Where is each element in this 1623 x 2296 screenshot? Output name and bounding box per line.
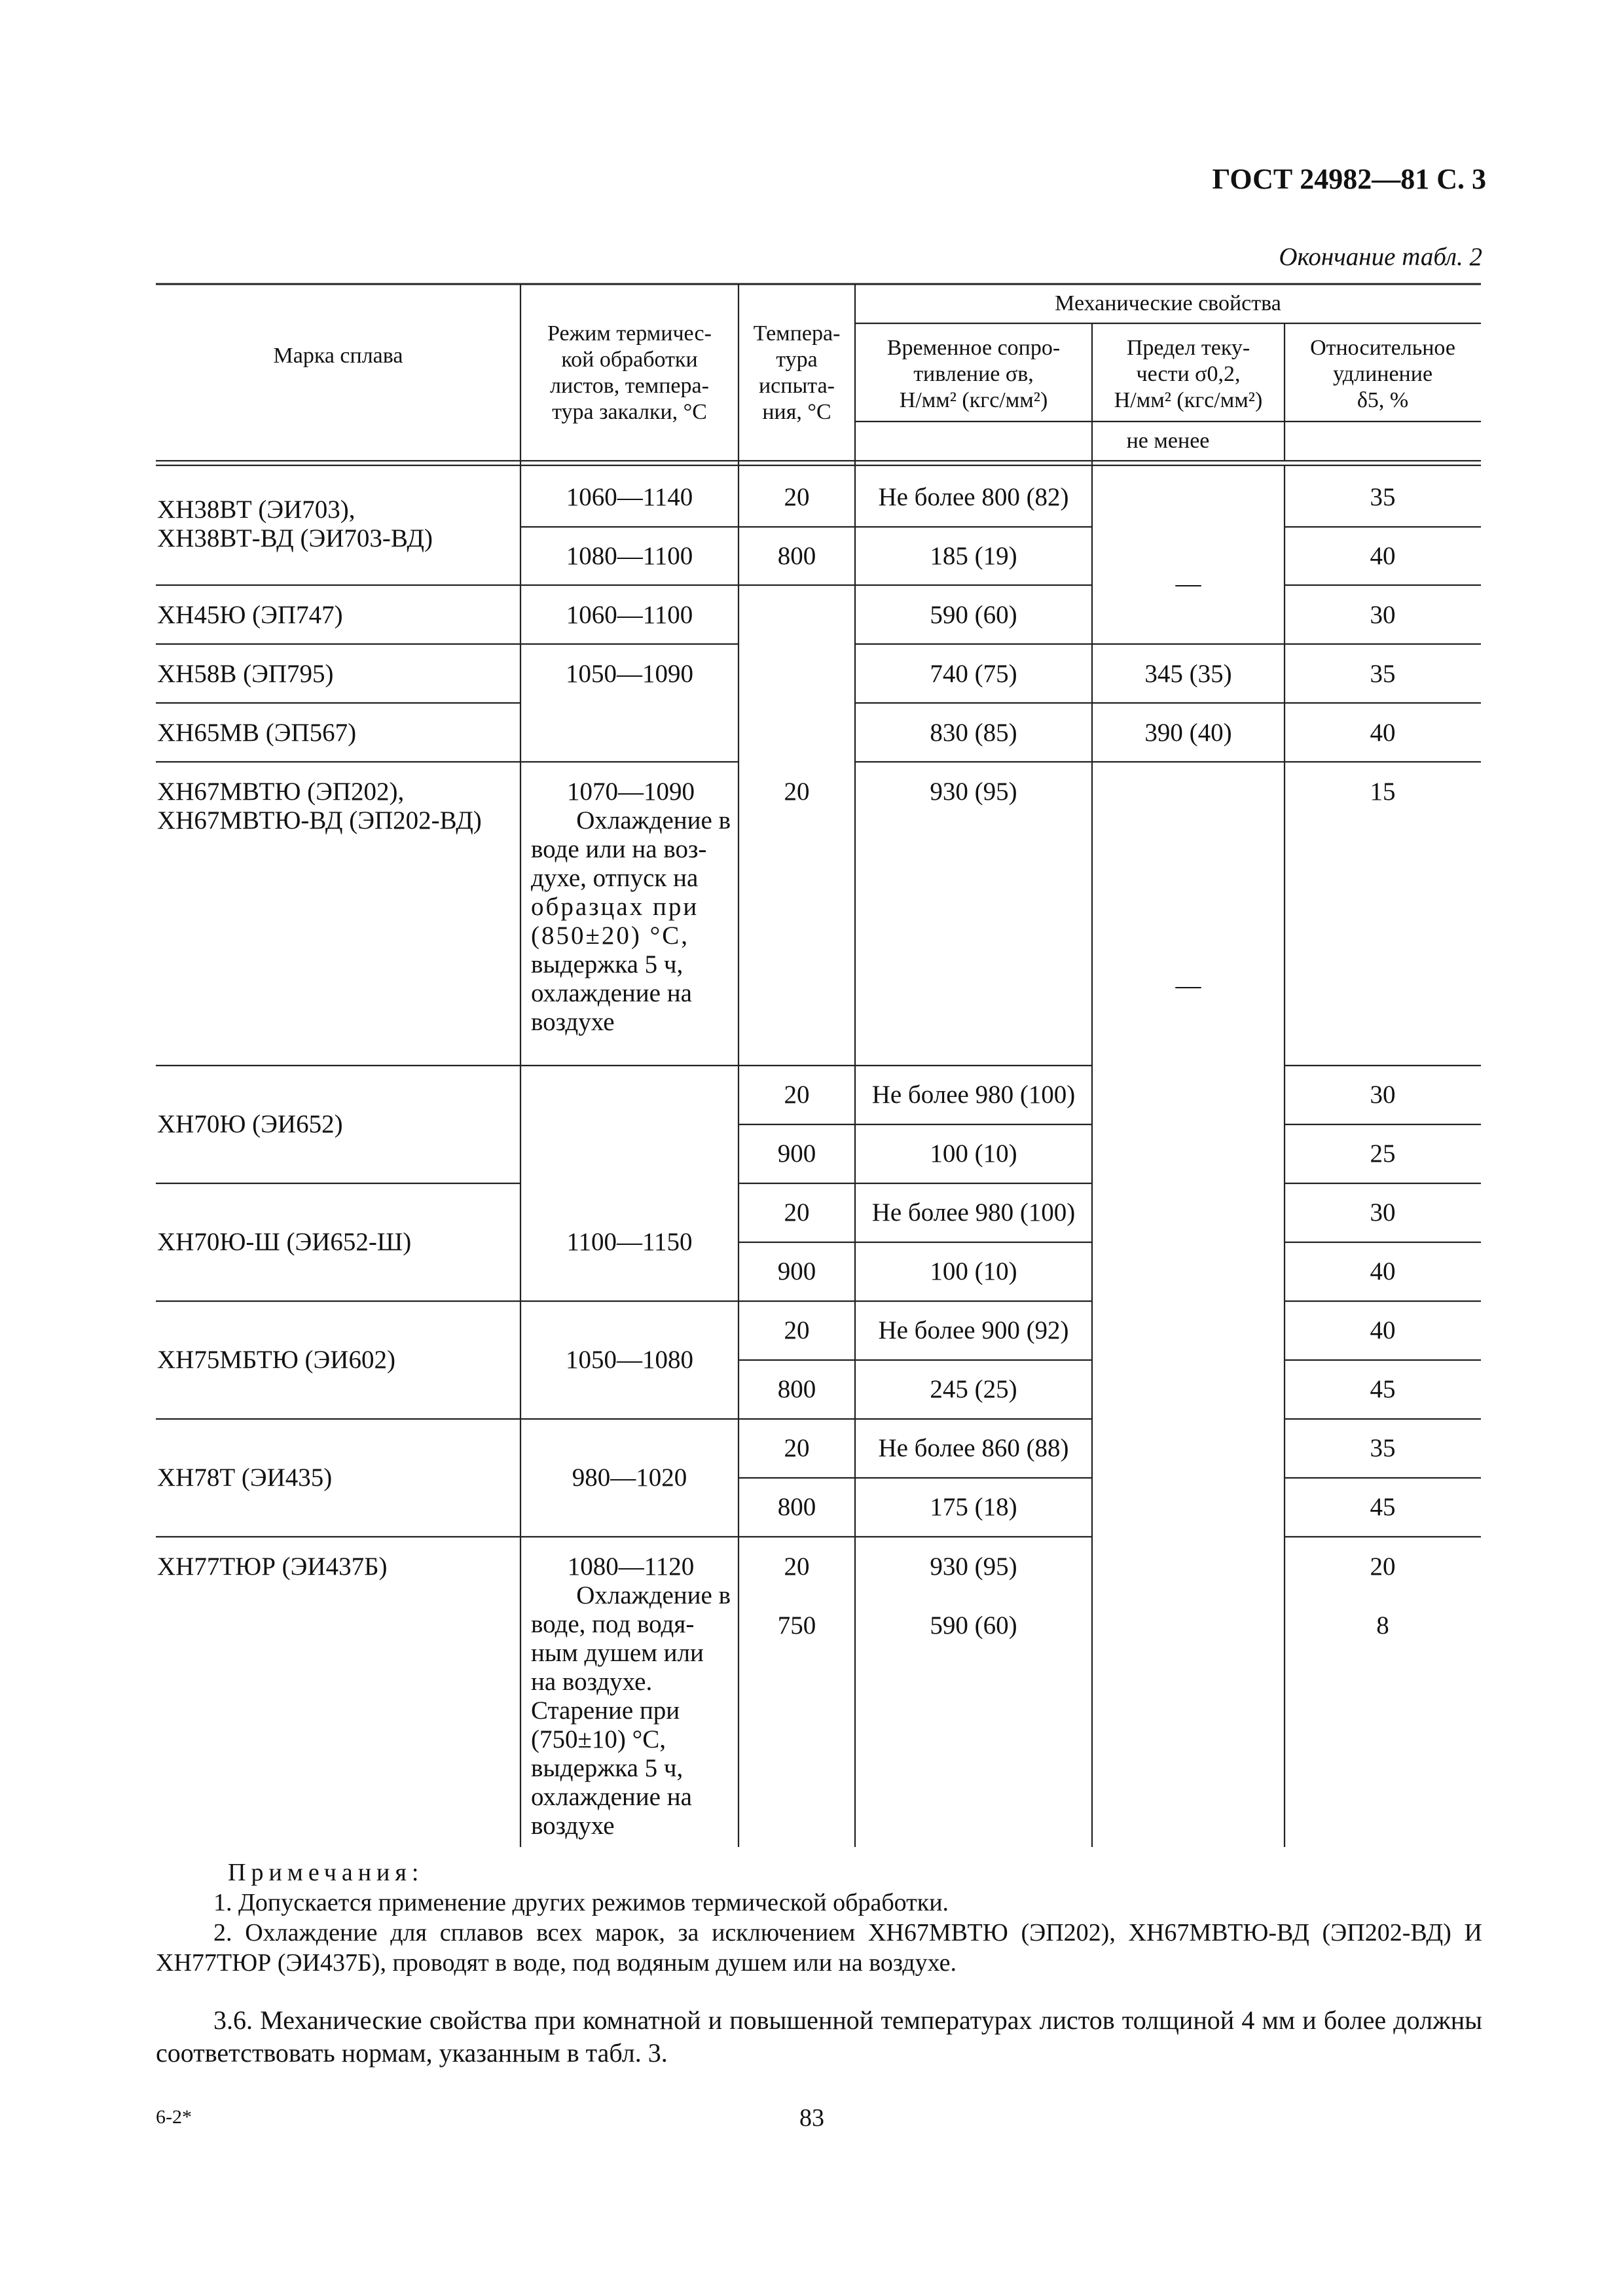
heat-treatment-mode: 1060—1100: [566, 601, 693, 629]
heat-treatment-line: выдержка 5 ч,: [531, 950, 684, 978]
heat-treatment-mode: [531, 1552, 731, 1840]
header-test-temperature-line: тура: [776, 348, 818, 372]
elongation: 30: [1370, 601, 1396, 629]
heat-treatment-mode: 980—1020: [572, 1463, 687, 1492]
elongation: 8: [1376, 1611, 1389, 1640]
heat-treatment-line: (850±20) °С,: [531, 922, 689, 950]
heat-treatment-line: духе, отпуск на: [531, 864, 699, 892]
test-temperature: 800: [777, 542, 816, 570]
elongation: 35: [1370, 483, 1396, 511]
header-tensile-strength: [855, 335, 1092, 414]
header-heat-treatment-line: тура закалки, °С: [552, 400, 707, 424]
header-not-less-than: не менее: [1126, 429, 1210, 453]
test-temperature: 20: [784, 483, 810, 511]
elongation: 40: [1370, 542, 1396, 570]
test-temperature: 20: [784, 1316, 810, 1344]
test-temperature: 20: [784, 1081, 810, 1109]
header-test-temperature-line: ния, °С: [762, 400, 831, 424]
test-temperature: 900: [777, 1139, 816, 1168]
heat-treatment-line: воздухе: [531, 1812, 615, 1840]
elongation: 40: [1370, 719, 1396, 747]
heat-treatment-line: образцах при: [531, 893, 699, 921]
heat-treatment-line: воде, под водя-: [531, 1610, 695, 1638]
tensile-strength: 590 (60): [930, 601, 1017, 629]
header-elongation-line: δ5, %: [1357, 388, 1409, 412]
elongation: 25: [1370, 1139, 1396, 1168]
alloy-name-line: ХН67МВТЮ-ВД (ЭП202-ВД): [157, 806, 482, 834]
elongation: 45: [1370, 1493, 1396, 1521]
alloy-name: ХН70Ю (ЭИ652): [157, 1110, 343, 1138]
header-test-temperature: [739, 321, 855, 425]
elongation: 35: [1370, 660, 1396, 688]
alloy-name: [157, 495, 433, 553]
elongation: 30: [1370, 1198, 1396, 1227]
alloy-name: ХН58В (ЭП795): [157, 660, 334, 688]
header-elongation-line: Относительное: [1310, 336, 1455, 360]
alloy-name-line: ХН67МВТЮ (ЭП202),: [157, 778, 405, 806]
header-yield-line: чести σ0,2,: [1136, 362, 1241, 386]
yield-strength-dash: —: [1175, 971, 1201, 999]
header-elongation-line: удлинение: [1332, 362, 1433, 386]
header-yield-line: Предел теку-: [1126, 336, 1250, 360]
heat-treatment-mode: 1050—1080: [566, 1346, 693, 1374]
alloy-name: [157, 778, 482, 835]
heat-treatment-line: Охлаждение в: [576, 806, 731, 834]
header-test-temperature-line: испыта-: [758, 374, 835, 398]
heat-treatment-mode: 1060—1140: [566, 483, 693, 511]
test-temperature: 20: [784, 778, 810, 806]
heat-treatment-mode: [531, 778, 731, 1037]
elongation: 30: [1370, 1081, 1396, 1109]
yield-strength-dash: —: [1175, 569, 1201, 598]
table-notes: [156, 1857, 1482, 1978]
elongation: 40: [1370, 1257, 1396, 1285]
heat-treatment-line: воздухе: [531, 1008, 615, 1036]
tensile-strength: Не более 900 (92): [878, 1316, 1069, 1344]
note-item: 1. Допускается применение других режимов термической обработки.: [213, 1889, 949, 1916]
header-test-temperature-line: Темпера-: [753, 321, 841, 346]
tensile-strength: 590 (60): [930, 1611, 1017, 1640]
heat-treatment-mode: 1080—1100: [566, 542, 693, 570]
tensile-strength: Не более 980 (100): [871, 1081, 1076, 1109]
heat-treatment-mode: 1050—1090: [566, 660, 693, 688]
header-tensile-line: Н/мм² (кгс/мм²): [899, 388, 1048, 412]
heat-treatment-line: 1070—1090: [567, 778, 695, 806]
notes-title: Примечания:: [228, 1859, 424, 1886]
page-number: 83: [799, 2104, 824, 2132]
heat-treatment-line: охлаждение на: [531, 1783, 692, 1811]
alloy-name: ХН78Т (ЭИ435): [157, 1463, 333, 1492]
test-temperature: 20: [784, 1552, 810, 1581]
heat-treatment-line: ным душем или: [531, 1639, 704, 1667]
mechanical-properties-table: [156, 283, 1481, 1847]
header-heat-treatment-line: кой обработки: [561, 348, 698, 372]
test-temperature: 800: [777, 1375, 816, 1403]
header-mechanical-properties: Механические свойства: [1055, 291, 1281, 315]
tensile-strength: 245 (25): [930, 1375, 1017, 1403]
tensile-strength: Не более 800 (82): [878, 483, 1069, 511]
elongation: 35: [1370, 1434, 1396, 1462]
tensile-strength: 830 (85): [930, 719, 1017, 747]
tensile-strength: 100 (10): [930, 1257, 1017, 1285]
alloy-name: ХН75МБТЮ (ЭИ602): [157, 1346, 395, 1374]
header-alloy-grade: Марка сплава: [273, 344, 403, 368]
heat-treatment-line: воде или на воз-: [531, 835, 707, 863]
header-heat-treatment: [520, 321, 739, 425]
header-elongation: [1285, 335, 1481, 414]
tensile-strength: 175 (18): [930, 1493, 1017, 1521]
tensile-strength: Не более 980 (100): [871, 1198, 1076, 1227]
header-yield-strength: [1092, 335, 1285, 414]
heat-treatment-line: на воздухе.: [531, 1668, 653, 1696]
tensile-strength: 100 (10): [930, 1139, 1017, 1168]
alloy-name: ХН70Ю-Ш (ЭИ652-Ш): [157, 1228, 412, 1256]
elongation: 45: [1370, 1375, 1396, 1403]
tensile-strength: 185 (19): [930, 542, 1017, 570]
alloy-name: ХН77ТЮР (ЭИ437Б): [157, 1552, 388, 1581]
alloy-name: ХН45Ю (ЭП747): [157, 601, 343, 629]
heat-treatment-mode: 1100—1150: [566, 1228, 693, 1256]
elongation: 15: [1370, 778, 1396, 806]
heat-treatment-line: охлаждение на: [531, 979, 692, 1007]
tensile-strength: Не более 860 (88): [878, 1434, 1069, 1462]
table-caption: Окончание табл. 2: [1279, 243, 1482, 271]
tensile-strength: 740 (75): [930, 660, 1017, 688]
header-tensile-line: Временное сопро-: [886, 336, 1061, 360]
yield-strength: 390 (40): [1144, 719, 1232, 747]
test-temperature: 900: [777, 1257, 816, 1285]
header-heat-treatment-line: Режим термичес-: [547, 321, 712, 346]
note-item: 2. Охлаждение для сплавов всех марок, за исключением ХН67МВТЮ (ЭП202), ХН67МВТЮ-ВД (ЭП202-ВД) И ХН77ТЮР (ЭИ437Б), проводят в воде, под водяным душем или на воздухе.: [156, 1919, 1482, 1977]
alloy-name-line: ХН38ВТ (ЭИ703),: [157, 495, 356, 524]
body-paragraph: 3.6. Механические свойства при комнатной и повышенной температурах листов толщиной 4 мм и более должны соответствовать нормам, указанным в табл. 3.: [156, 2005, 1482, 2068]
test-temperature: 800: [777, 1493, 816, 1521]
heat-treatment-line: выдержка 5 ч,: [531, 1754, 684, 1782]
tensile-strength: 930 (95): [930, 778, 1017, 806]
heat-treatment-line: 1080—1120: [567, 1552, 695, 1581]
heat-treatment-line: Старение при: [531, 1696, 680, 1725]
test-temperature: 750: [777, 1611, 816, 1640]
elongation: 20: [1370, 1552, 1396, 1581]
heat-treatment-line: Охлаждение в: [576, 1581, 731, 1609]
header-tensile-line: тивление σв,: [913, 362, 1034, 386]
test-temperature: 20: [784, 1198, 810, 1227]
page-header-title: ГОСТ 24982—81 С. 3: [1212, 163, 1486, 195]
yield-strength: 345 (35): [1144, 660, 1232, 688]
alloy-name: ХН65МВ (ЭП567): [157, 719, 357, 747]
header-yield-line: Н/мм² (кгс/мм²): [1114, 388, 1263, 412]
tensile-strength: 930 (95): [930, 1552, 1017, 1581]
test-temperature: 20: [784, 1434, 810, 1462]
heat-treatment-line: (750±10) °С,: [531, 1725, 666, 1753]
alloy-name-line: ХН38ВТ-ВД (ЭИ703-ВД): [157, 524, 433, 552]
header-heat-treatment-line: листов, темпера-: [550, 374, 709, 398]
signature-mark: 6-2*: [156, 2106, 192, 2128]
elongation: 40: [1370, 1316, 1396, 1344]
